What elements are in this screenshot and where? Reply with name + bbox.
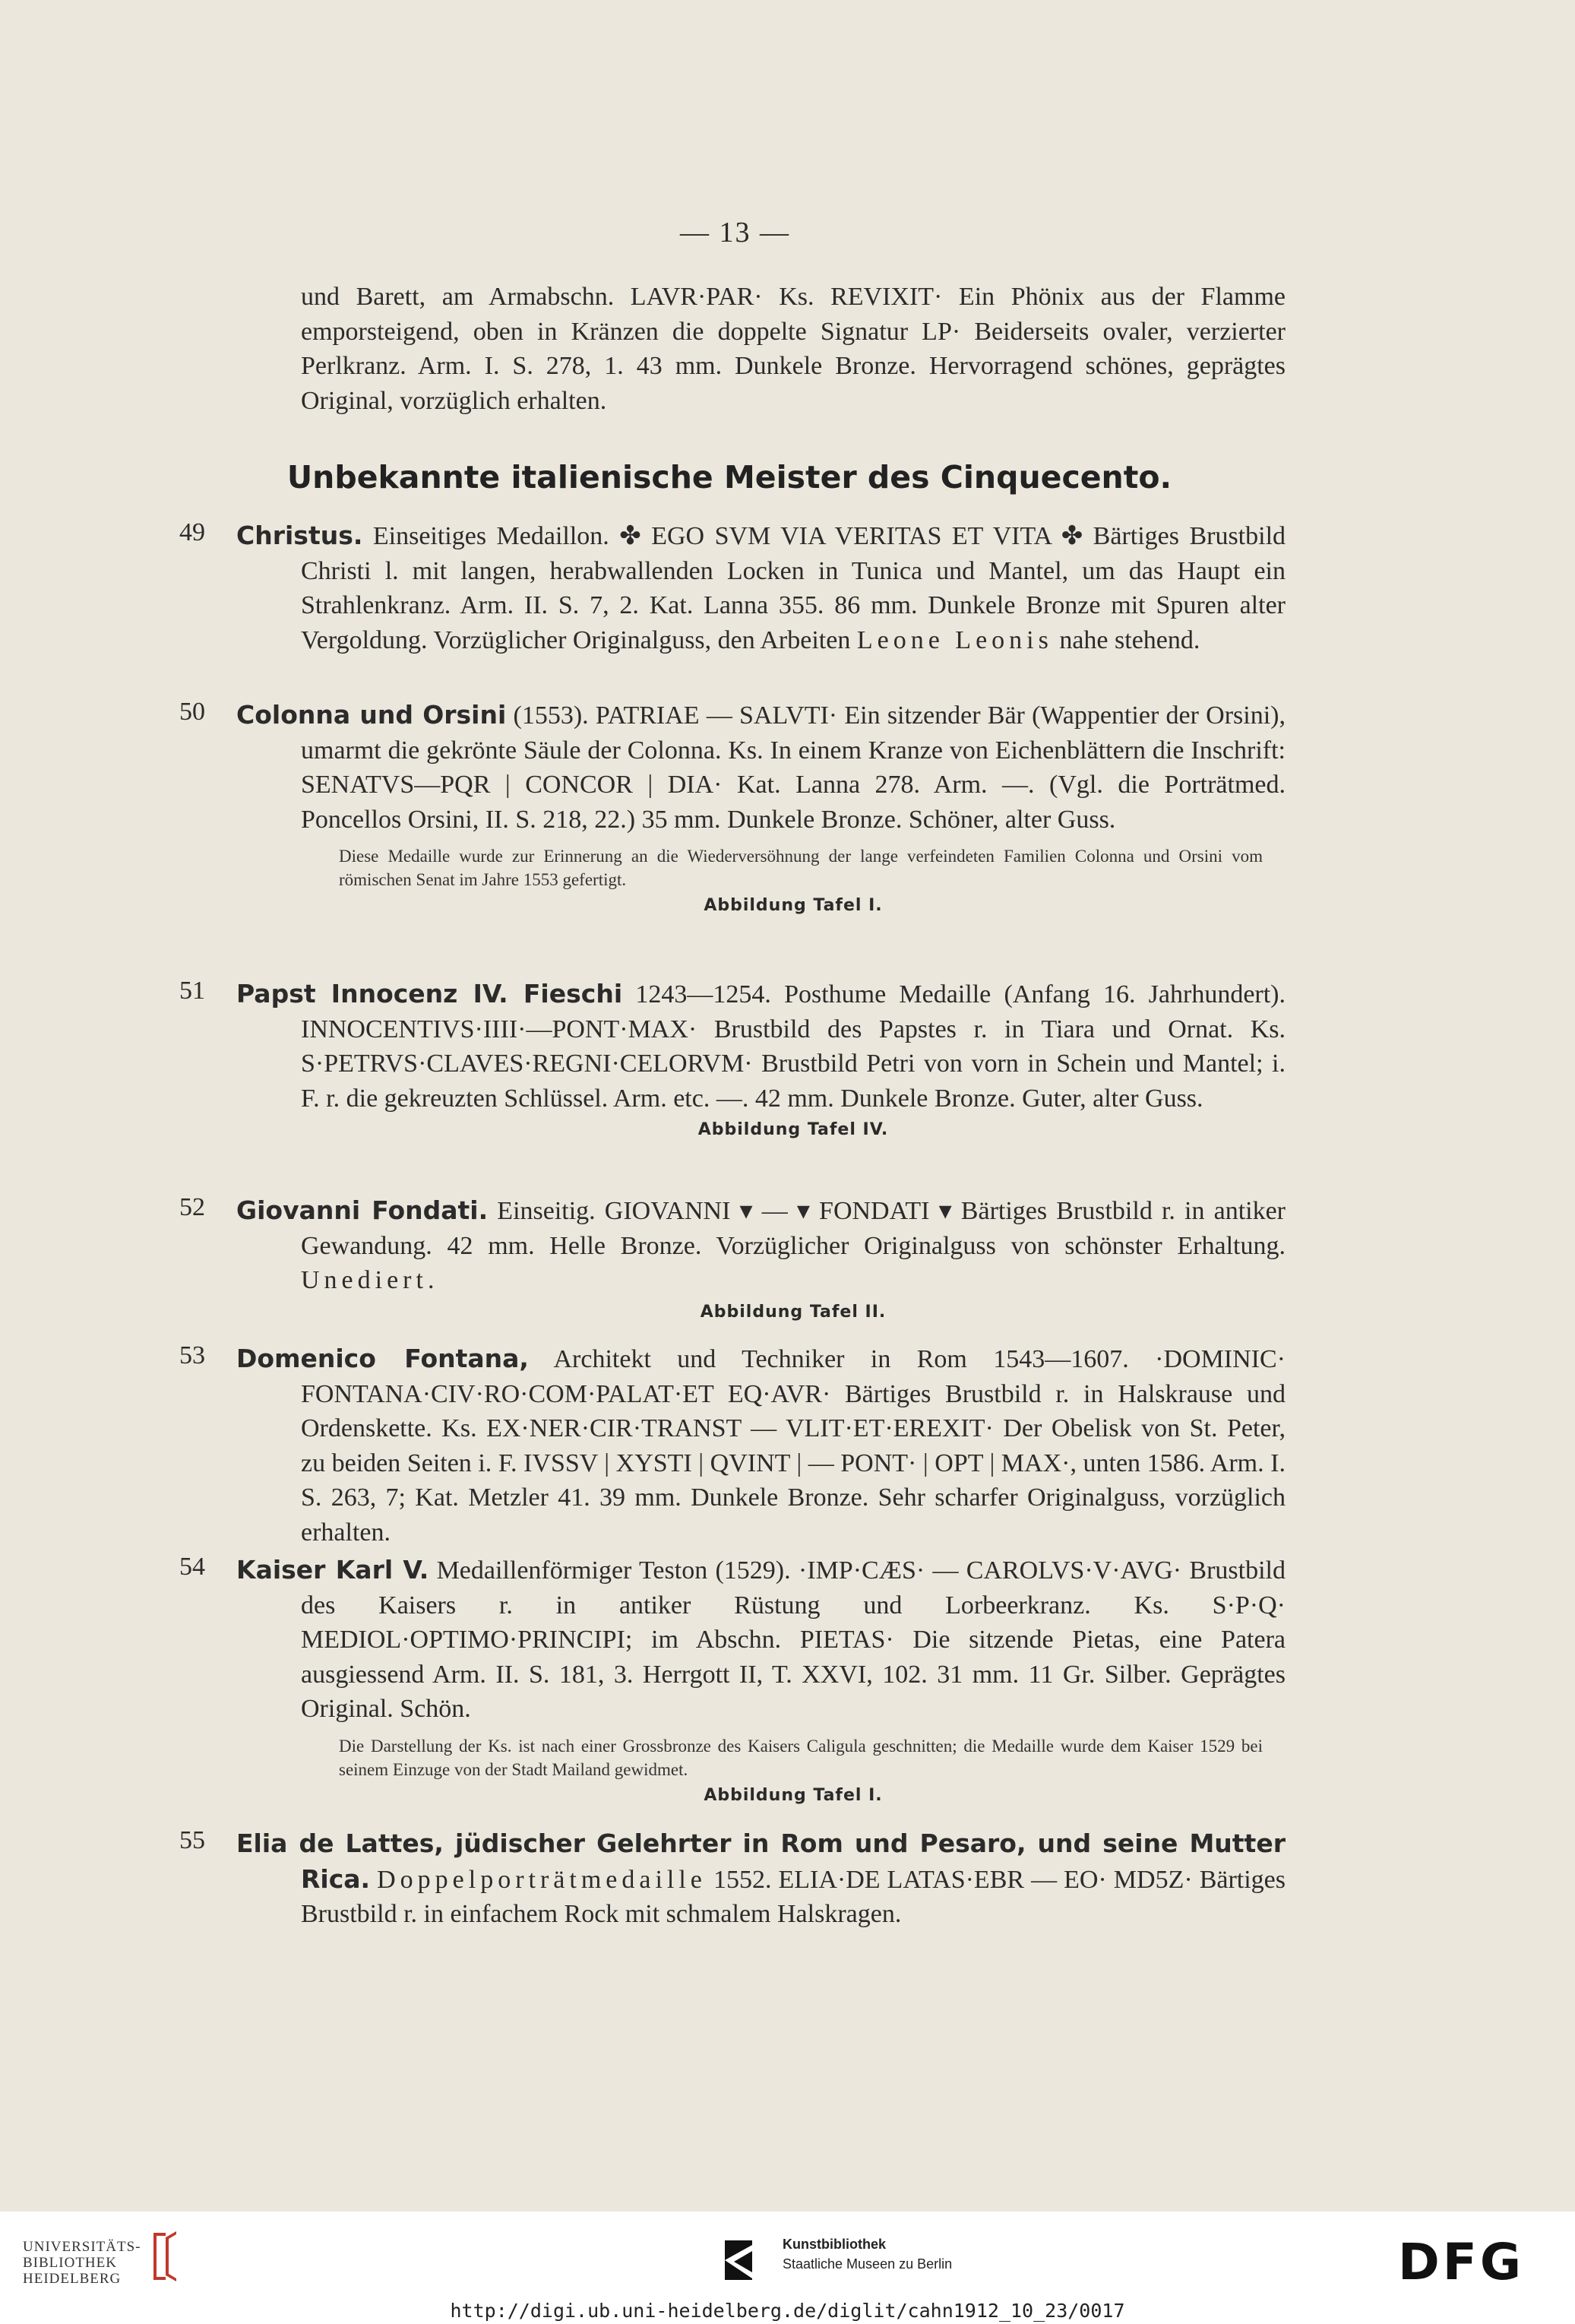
viewer-footer (0, 2212, 1575, 2324)
entry-spaced-text: Leone Leonis (856, 625, 1053, 654)
entry-text: (1553). PATRIAE — SALVTI· Ein sitzender Bär (Wappentier der Orsini), umarmt die gekrönte Säule der Colonna. Ks. In einem Kranze von Eichenblättern die Inschrift: SENATVS—PQR | CONCOR | DIA· Kat. Lanna 278. Arm. —. (Vgl. die Porträtmed. Poncellos Orsini, II. S. 218, 22.) 35 mm. Dunkele Bronze. Schöner, alter Guss. (301, 701, 1286, 834)
intro-paragraph: und Barett, am Armabschn. LAVR·PAR· Ks. REVIXIT· Ein Phönix aus der Flamme emporsteigend, oben in Kränzen die doppelte Signatur LP· Beiderseits ovaler, verzierter Perlkranz. Arm. I. S. 278, 1. 43 mm. Dunkele Bronze. Hervorragend schönes, geprägtes Original, vorzüglich erhalten. (301, 283, 1286, 415)
entry-text: Einseitig. GIOVANNI ▾ — ▾ FONDATI ▾ Bärtiges Brustbild r. in antiker Gewandung. 42 mm. Helle Bronze. Vorzüglicher Originalguss von schönster Erhaltung. (301, 1197, 1286, 1260)
entry-title: Elia de Lattes, jüdischer Gelehrter in Rom und Pesaro, und seine Mutter Rica. (236, 1828, 1286, 1894)
catalog-entry-52 (179, 1193, 1286, 1322)
entry-text: 1552. ELIA·DE LATAS·EBR — EO· MD5Z· Bärtiges Brustbild r. in einfachem Rock mit schmalem Halskragen. (301, 1865, 1286, 1928)
entry-number: 55 (179, 1826, 205, 1854)
entry-note: Die Darstellung der Ks. ist nach einer Grossbronze des Kaisers Caligula geschnitten; die Medaille wurde dem Kaiser 1529 bei seinem Einzuge von der Stadt Mailand gewidmet. (339, 1736, 1263, 1779)
page-number: — 13 — (680, 217, 790, 249)
page-url[interactable]: http://digi.ub.uni-heidelberg.de/diglit/cahn1912_10_23/0017 (450, 2300, 1125, 2322)
figure-reference: Abbildung Tafel II. (700, 1302, 887, 1322)
entry-body (236, 1193, 1286, 1298)
entry-text: Medaillenförmiger Teston (1529). ·IMP·CÆS· — CAROLVS·V·AVG· Brustbild des Kaisers r. in antiker Rüstung und Lorbeerkranz. Ks. S·P·Q· MEDIOL·OPTIMO·PRINCIPI; im Abschn. PIETAS· Die sitzende Pietas, eine Patera ausgiessend Arm. II. S. 181, 3. Herrgott II, T. XXVI, 102. 31 mm. 11 Gr. Silber. Geprägtes Original. Schön. (301, 1556, 1286, 1723)
entry-body (236, 518, 1286, 657)
entry-note: Diese Medaille wurde zur Erinnerung an die Wiederversöhnung der lange verfeindeten Familien Colonna und Orsini vom römischen Senat im Jahre 1553 gefertigt. (339, 847, 1263, 889)
catalog-entry-54 (179, 1553, 1286, 1805)
entry-number: 50 (179, 698, 205, 726)
entry-number: 54 (179, 1553, 205, 1581)
entry-spaced-text: Doppelporträtmedaille (377, 1865, 707, 1894)
dfg-logo[interactable]: DFG (1398, 2233, 1525, 2291)
ub-heidelberg-mark-icon (143, 2230, 185, 2283)
ub-heidelberg-logo[interactable]: UNIVERSITÄTS- BIBLIOTHEK HEIDELBERG (23, 2239, 141, 2287)
figure-reference: Abbildung Tafel I. (704, 896, 883, 915)
catalog-entry-50 (179, 698, 1286, 915)
entry-number: 52 (179, 1193, 205, 1221)
entry-title: Christus. (236, 521, 363, 550)
entry-title: Papst Innocenz IV. Fieschi (236, 979, 623, 1008)
entry-body (236, 698, 1286, 837)
entry-title: Colonna und Orsini (236, 700, 507, 730)
section-heading: Unbekannte italienische Meister des Cinquecento. (286, 459, 1172, 496)
entry-body (236, 977, 1286, 1116)
entry-number: 49 (179, 518, 205, 546)
entry-body (236, 1341, 1286, 1550)
kunstbibliothek-logo-icon (722, 2237, 755, 2283)
entry-title: Giovanni Fondati. (236, 1195, 489, 1225)
entry-number: 51 (179, 977, 205, 1005)
entry-text: Architekt und Techniker in Rom 1543—1607. ·DOMINIC· FONTANA·CIV·RO·COM·PALAT·ET EQ·AVR· Bärtiges Brustbild r. in Halskrause und Ordenskette. Ks. EX·NER·CIR·TRANST — VLIT·ET·EREXIT· Der Obelisk von St. Peter, zu beiden Seiten i. F. IVSSV | XYSTI | QVINT | — PONT· | OPT | MAX·, unten 1586. Arm. I. S. 263, 7; Kat. Metzler 41. 39 mm. Dunkele Bronze. Sehr scharfer Originalguss, vorzüglich erhalten. (301, 1345, 1286, 1547)
entry-title: Domenico Fontana, (236, 1344, 529, 1373)
entry-title: Kaiser Karl V. (236, 1555, 429, 1585)
catalog-entry-51 (179, 977, 1286, 1139)
entry-text: Einseitiges Medaillon. ✤ EGO SVM VIA VERITAS ET VITA ✤ Bärtiges Brustbild Christi l. mit langen, herabwallenden Locken in Tunica und Mantel, um das Haupt ein Strahlenkranz. Arm. II. S. 7, 2. Kat. Lanna 355. 86 mm. Dunkele Bronze mit Spuren alter Vergoldung. Vorzüglicher Originalguss, den Arbeiten (301, 522, 1286, 654)
kunstbibliothek-label[interactable]: Kunstbibliothek Staatliche Museen zu Berlin (783, 2237, 953, 2272)
entry-text: 1243—1254. Posthume Medaille (Anfang 16. Jahrhundert). INNOCENTIVS·IIII·—PONT·MAX· Brustbild des Papstes r. in Tiara und Ornat. Ks. S·PETRVS·CLAVES·REGNI·CELORVM· Brustbild Petri von vorn in Schein und Mantel; i. F. r. die gekreuzten Schlüssel. Arm. etc. —. 42 mm. Dunkele Bronze. Guter, alter Guss. (301, 980, 1286, 1113)
figure-reference: Abbildung Tafel IV. (697, 1120, 889, 1139)
entry-body (236, 1553, 1286, 1727)
catalog-entry-53 (179, 1341, 1286, 1550)
catalog-entry-49 (179, 518, 1286, 657)
figure-reference: Abbildung Tafel I. (704, 1785, 883, 1805)
entry-text-end: nahe stehend. (1059, 625, 1200, 654)
entry-body (236, 1826, 1286, 1932)
entry-number: 53 (179, 1341, 205, 1369)
entry-spaced-text: Unediert. (301, 1266, 439, 1294)
catalog-entry-55 (179, 1826, 1286, 1932)
